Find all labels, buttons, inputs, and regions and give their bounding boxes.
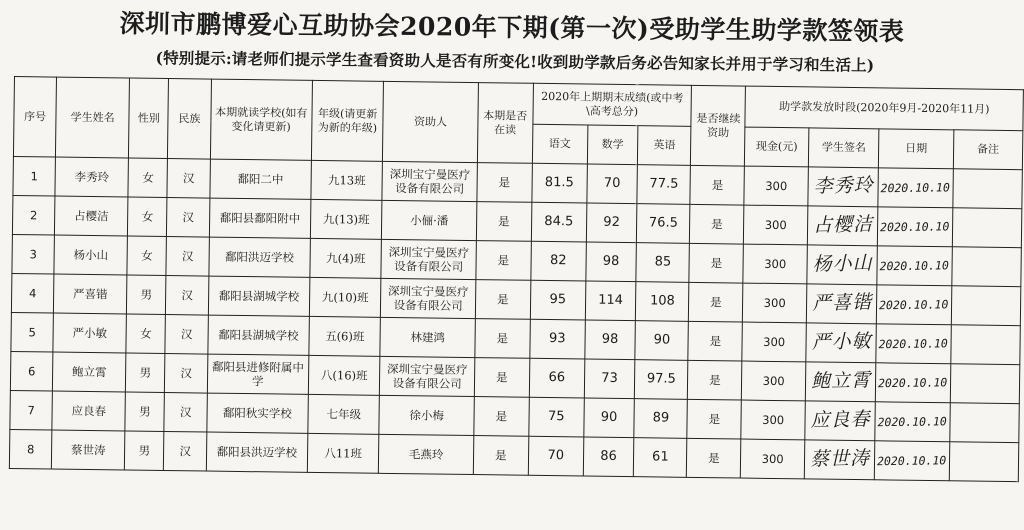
row-remarks: [949, 442, 1019, 482]
header-grade: 年级(请更新为新的年级): [311, 80, 384, 161]
row-ethnicity: 汉: [167, 198, 210, 238]
row-school: 鄱阳县进修附属中学: [207, 354, 309, 394]
header-scores: 2020年上期期末成绩(或中考\高考总分): [532, 83, 691, 126]
row-name: 鲍立霄: [53, 352, 127, 392]
row-sponsor: 毛燕玲: [379, 434, 474, 474]
row-ethnicity: 汉: [167, 159, 210, 199]
row-gender: 女: [128, 158, 168, 198]
row-school: 鄱阳秋实学校: [206, 393, 308, 433]
row-seq: 2: [12, 195, 55, 235]
header-school: 本期就读学校(如有变化请更新): [210, 79, 312, 160]
row-seq: 1: [13, 156, 56, 196]
handwritten-date: 2020.10.10: [877, 414, 948, 430]
row-signature: [808, 167, 879, 207]
handwritten-signature: 占樱洁: [812, 213, 874, 237]
row-seq: 5: [11, 312, 54, 352]
row-signature: [806, 323, 877, 363]
row-continue: 是: [687, 438, 741, 478]
handwritten-date: 2020.10.10: [880, 219, 950, 235]
row-sponsor: 小俪·潘: [382, 200, 477, 240]
signoff-table: [9, 76, 1024, 482]
row-chinese: 95: [530, 280, 586, 320]
handwritten-signature: 严小敏: [811, 330, 872, 354]
row-school: 鄱阳县洪迈学校: [206, 432, 308, 472]
row-grade: 八11班: [307, 433, 379, 473]
row-gender: 男: [127, 275, 167, 315]
row-gender: 男: [125, 392, 165, 432]
row-signature: [804, 440, 875, 480]
row-enrolled: 是: [476, 241, 531, 281]
row-chinese: 93: [529, 319, 585, 359]
header-continue: 是否继续资助: [691, 85, 746, 166]
row-sponsor: 深圳宝宁曼医疗设备有限公司: [382, 161, 477, 201]
row-date: [878, 168, 953, 208]
row-math: 73: [584, 359, 635, 399]
header-english: 英语: [638, 126, 692, 166]
header-enrolled: 本期是否在读: [477, 83, 533, 164]
row-continue: 是: [688, 321, 742, 361]
row-cash: 300: [743, 244, 807, 284]
row-english: 85: [636, 243, 690, 283]
row-remarks: [950, 403, 1020, 443]
page-title: 深圳市鹏博爱心互助协会2020年下期(第一次)受助学生助学款签领表: [119, 8, 905, 47]
row-sponsor: 林建鸿: [380, 317, 475, 357]
row-english: 61: [633, 438, 687, 478]
handwritten-date: 2020.10.10: [879, 297, 949, 313]
row-date: [878, 207, 953, 247]
row-gender: 男: [125, 431, 165, 471]
row-grade: 九(10)班: [309, 277, 381, 317]
row-continue: 是: [690, 165, 744, 205]
row-continue: 是: [688, 360, 742, 400]
row-continue: 是: [689, 243, 743, 283]
row-seq: 7: [10, 390, 53, 430]
row-english: 97.5: [634, 360, 688, 400]
row-math: 90: [584, 398, 635, 438]
row-school: 鄱阳县鄱阳附中: [209, 198, 311, 238]
row-chinese: 75: [528, 397, 584, 437]
row-gender: 女: [126, 314, 166, 354]
row-english: 89: [634, 399, 688, 439]
header-row-top: [14, 77, 1023, 131]
row-enrolled: 是: [475, 319, 530, 359]
row-remarks: [951, 286, 1021, 326]
row-english: 76.5: [637, 204, 691, 244]
row-continue: 是: [690, 204, 744, 244]
row-date: [875, 402, 950, 442]
handwritten-signature: 严喜锴: [811, 291, 873, 315]
handwritten-date: 2020.10.10: [878, 375, 948, 391]
handwritten-signature: 蔡世涛: [809, 447, 870, 471]
row-grade: 九13班: [311, 160, 383, 200]
row-signature: [805, 401, 876, 441]
row-grade: 七年级: [308, 394, 380, 434]
handwritten-date: 2020.10.10: [879, 258, 950, 274]
row-grade: 九(4)班: [310, 238, 382, 278]
handwritten-signature: 杨小山: [812, 252, 873, 276]
header-gender: 性别: [129, 78, 169, 159]
row-continue: 是: [689, 282, 743, 322]
row-cash: 300: [743, 283, 807, 323]
row-math: 86: [583, 437, 634, 477]
row-remarks: [952, 208, 1022, 248]
row-school: 鄱阳县湖城学校: [208, 276, 310, 316]
row-remarks: [953, 169, 1023, 209]
row-gender: 女: [127, 236, 167, 276]
row-gender: 男: [126, 353, 166, 393]
header-payment: 助学款发放时段(2020年9月-2020年11月): [745, 86, 1023, 131]
row-remarks: [952, 247, 1022, 287]
row-sponsor: 深圳宝宁曼医疗设备有限公司: [381, 239, 476, 279]
row-chinese: 66: [529, 358, 585, 398]
handwritten-signature: 应良春: [810, 408, 871, 432]
header-cash: 现金(元): [745, 127, 809, 167]
row-enrolled: 是: [476, 202, 531, 242]
row-seq: 8: [9, 429, 52, 469]
table-body: [9, 156, 1022, 481]
row-name: 应良春: [52, 391, 126, 431]
row-school: 鄱阳二中: [210, 159, 312, 199]
row-sponsor: 深圳宝宁曼医疗设备有限公司: [381, 278, 476, 318]
row-enrolled: 是: [474, 358, 529, 398]
row-remarks: [951, 325, 1021, 365]
row-date: [877, 246, 952, 286]
row-date: [876, 363, 951, 403]
header-ethnicity: 民族: [168, 79, 211, 160]
row-math: 98: [586, 242, 637, 282]
row-signature: [807, 206, 878, 246]
row-cash: 300: [742, 322, 806, 362]
header-signature: 学生签名: [808, 128, 879, 168]
header-remarks: 备注: [953, 130, 1023, 170]
row-math: 70: [587, 164, 638, 204]
header-chinese: 语文: [532, 124, 588, 164]
row-signature: [807, 245, 878, 285]
row-name: 严喜锴: [54, 274, 128, 314]
row-ethnicity: 汉: [164, 393, 207, 433]
header-seq: 序号: [13, 77, 56, 158]
row-ethnicity: 汉: [165, 354, 208, 394]
row-name: 严小敏: [53, 313, 127, 353]
row-ethnicity: 汉: [165, 315, 208, 355]
row-ethnicity: 汉: [166, 237, 209, 277]
row-english: 108: [635, 282, 689, 322]
row-enrolled: 是: [475, 280, 530, 320]
row-math: 98: [585, 320, 636, 360]
notice-text: (特别提示:请老师们提示学生查看资助人是否有所变化!收到助学款后务必告知家长并用于学习和生活上): [155, 48, 875, 75]
row-date: [877, 285, 952, 325]
row-name: 李秀玲: [55, 157, 129, 197]
row-english: 77.5: [637, 165, 691, 205]
row-continue: 是: [687, 399, 741, 439]
header-sponsor: 资助人: [383, 81, 478, 162]
row-ethnicity: 汉: [164, 431, 207, 471]
row-enrolled: 是: [474, 397, 529, 437]
row-grade: 九(13)班: [310, 199, 382, 239]
header-date: 日期: [879, 129, 954, 169]
handwritten-signature: 鲍立霄: [810, 369, 872, 393]
row-name: 杨小山: [54, 235, 128, 275]
row-cash: 300: [744, 166, 808, 206]
row-cash: 300: [744, 205, 808, 245]
row-remarks: [950, 364, 1020, 404]
row-enrolled: 是: [477, 163, 532, 203]
handwritten-date: 2020.10.10: [878, 336, 949, 352]
row-seq: 4: [11, 273, 54, 313]
row-gender: 女: [128, 197, 168, 237]
handwritten-date: 2020.10.10: [880, 180, 951, 196]
row-seq: 3: [12, 234, 55, 274]
row-ethnicity: 汉: [166, 276, 209, 316]
row-date: [875, 441, 950, 481]
row-name: 蔡世涛: [51, 430, 125, 470]
row-name: 占樱洁: [55, 196, 129, 236]
row-school: 鄱阳洪迈学校: [208, 237, 310, 277]
row-cash: 300: [742, 361, 806, 401]
row-math: 114: [585, 281, 636, 321]
row-cash: 300: [741, 400, 805, 440]
row-sponsor: 深圳宝宁曼医疗设备有限公司: [380, 356, 475, 396]
row-chinese: 70: [528, 436, 584, 476]
row-chinese: 82: [530, 241, 586, 281]
row-enrolled: 是: [473, 436, 528, 476]
row-grade: 八(16)班: [308, 355, 380, 395]
handwritten-signature: 李秀玲: [813, 174, 874, 198]
row-math: 92: [586, 203, 637, 243]
header-name: 学生姓名: [56, 77, 130, 158]
row-english: 90: [635, 321, 689, 361]
row-school: 鄱阳县湖城学校: [207, 315, 309, 355]
row-sponsor: 徐小梅: [379, 395, 474, 435]
row-signature: [806, 284, 877, 324]
row-cash: 300: [741, 439, 805, 479]
handwritten-date: 2020.10.10: [877, 453, 947, 469]
row-chinese: 81.5: [531, 163, 587, 203]
row-date: [876, 324, 951, 364]
row-seq: 6: [10, 351, 53, 391]
row-grade: 五(6)班: [309, 316, 381, 356]
row-signature: [805, 362, 876, 402]
row-chinese: 84.5: [531, 202, 587, 242]
header-math: 数学: [587, 125, 638, 165]
